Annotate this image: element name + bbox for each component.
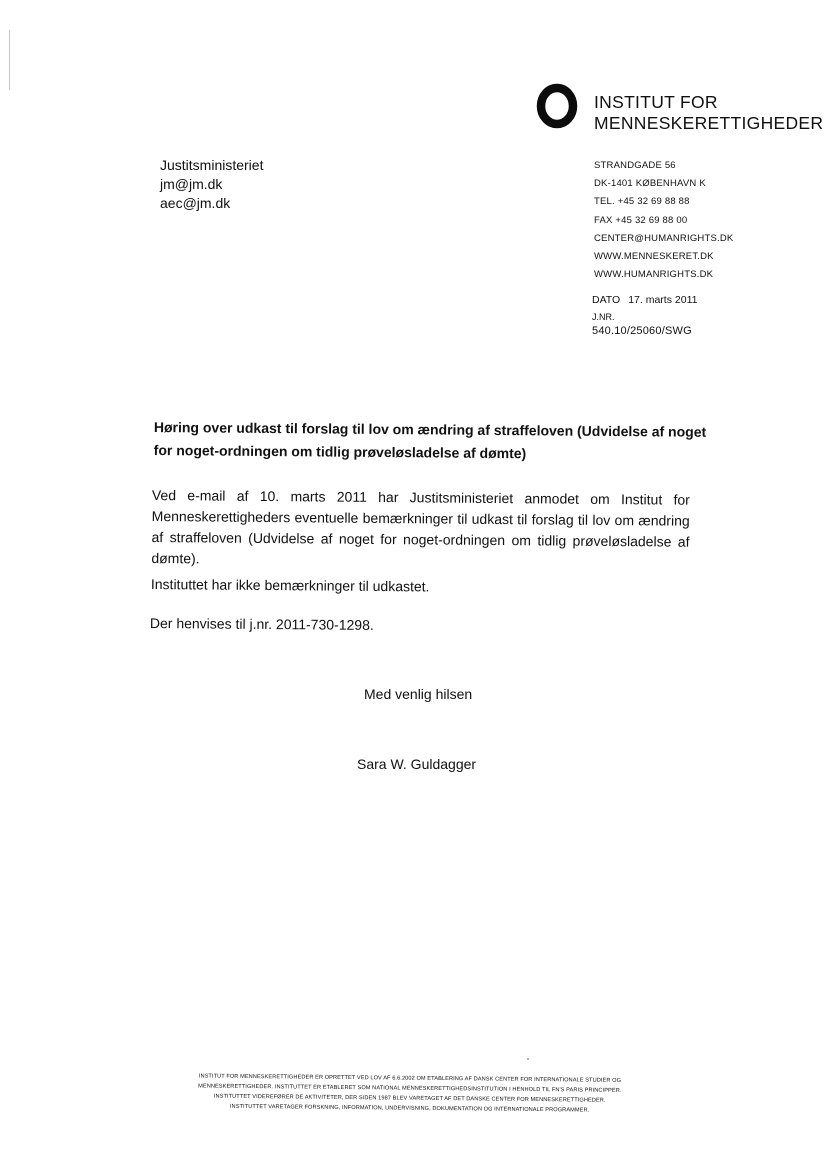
institute-name-line1: INSTITUT FOR [594, 92, 718, 112]
institute-name [594, 92, 823, 134]
letter-subject [153, 416, 707, 467]
footer-note [155, 1071, 665, 1116]
contact-web-2: WWW.HUMANRIGHTS.DK [594, 269, 714, 281]
contact-tel: TEL. +45 32 69 88 88 [594, 196, 690, 208]
date-label: DATO [592, 294, 621, 306]
scan-margin-line [9, 30, 10, 90]
scan-speck [527, 1058, 529, 1060]
recipient-email-2: aec@jm.dk [160, 195, 231, 211]
date-value: 17. marts 2011 [628, 294, 698, 306]
recipient-name: Justitsministeriet [160, 157, 264, 173]
body-paragraph-2: Instituttet har ikke bemærkninger til udkastet. [150, 575, 430, 595]
subject-line-2: for noget-ordningen om tidlig prøveløsladelse af dømte) [153, 441, 527, 462]
body-paragraph-3: Der henvises til j.nr. 2011-730-1298. [149, 614, 374, 633]
contact-block [594, 157, 733, 284]
contact-email: CENTER@HUMANRIGHTS.DK [594, 232, 734, 244]
contact-fax: FAX +45 32 69 88 00 [594, 214, 688, 226]
institute-logo-icon [536, 82, 578, 130]
closing-greeting: Med venlig hilsen [364, 686, 473, 702]
recipient-block [160, 156, 263, 213]
date-line [592, 293, 697, 307]
body-paragraph-1: Ved e-mail af 10. marts 2011 har Justitsministeriet anmodet om Institut for Menneskerettigheders eventuelle bemærkninger til udkast til forslag til lov om ændring af straffeloven (Udvidelse af noget for noget-ordningen om tidlig prøveløsladelse af dømte). [151, 486, 690, 567]
journal-number: 540.10/25060/SWG [592, 325, 692, 337]
recipient-email-1: jm@jm.dk [160, 176, 223, 192]
journal-label: J.NR. [592, 312, 615, 322]
institute-name-line2: MENNESKERETTIGHEDER [594, 113, 824, 133]
subject-line-1: Høring over udkast til forslag til lov om ændring af straffeloven (Udvidelse af noget [153, 418, 707, 440]
footer-line-2: MENNESKERETTIGHEDER. INSTITUTTET ER ETABLERET SOM NATIONAL MENNESKERETTIGHEDSINSTITUTION I HENHOLD TIL FN'S PARIS PRINCIPPER. [198, 1083, 622, 1094]
contact-web-1: WWW.MENNESKERET.DK [594, 251, 714, 263]
footer-line-3: INSTITUTTET VIDEREFØRER DE AKTIVITETER, DER SIDEN 1987 BLEV VARETAGET AF DET DANSKE CENTER FOR MENNESKERETTIGHEDER. [213, 1093, 606, 1104]
footer-line-1: INSTITUT FOR MENNESKERETTIGHEDER ER OPRETTET VED LOV AF 6.6.2002 OM ETABLERING AF DANSK CENTER FOR INTERNATIONALE STUDIER OG [198, 1073, 622, 1084]
signature-name: Sara W. Guldagger [357, 756, 477, 772]
contact-city: DK-1401 KØBENHAVN K [594, 178, 706, 190]
contact-address: STRANDGADE 56 [594, 160, 676, 171]
footer-line-4: INSTITUTTET VARETAGER FORSKNING, INFORMATION, UNDERVISNING, DOKUMENTATION OG INTERNATIONALE PROGRAMMER. [229, 1103, 590, 1114]
